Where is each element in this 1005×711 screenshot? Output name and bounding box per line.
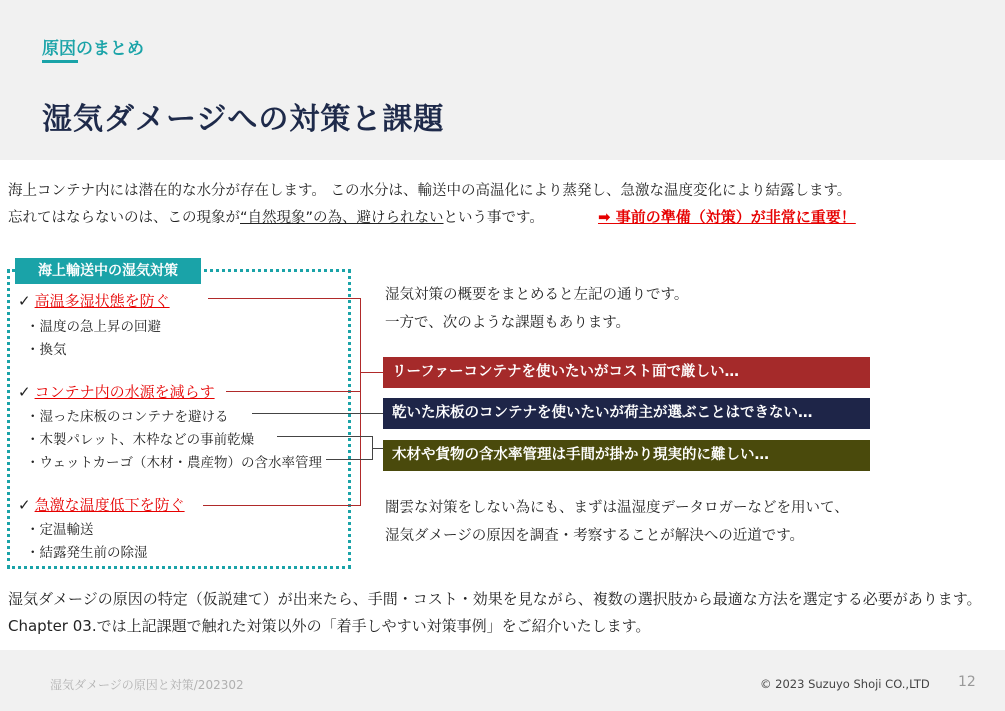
measure-heading-1: ✓ 高温多湿状態を防ぐ: [18, 292, 170, 310]
issue-bar-shipper: 乾いた床板のコンテナを使いたいが荷主が選ぶことはできない…: [383, 398, 870, 429]
measure-item: ・換気: [26, 342, 67, 358]
issue-bar-moisture: 木材や貨物の含水率管理は手間が掛かり現実的に難しい…: [383, 440, 870, 471]
footer-copyright: © 2023 Suzuyo Shoji CO.,LTD: [760, 677, 930, 691]
conclusion-text: 闇雲な対策をしない為にも、まずは温湿度データロガーなどを用いて、 湿気ダメージの原因を調査・考察することが解決への近道です。: [385, 500, 849, 544]
connector-line: [277, 436, 372, 437]
measure-item: ・湿った床板のコンテナを避ける: [26, 409, 229, 425]
intro-line-1: 海上コンテナ内には潜在的な水分が存在します。 この水分は、輸送中の高温化により蒸発し、急激な温度変化により結露します。: [8, 183, 852, 199]
measure-heading-3: ✓ 急激な温度低下を防ぐ: [18, 496, 185, 514]
emphasis-text: ➡ 事前の準備（対策）が非常に重要！: [598, 208, 856, 226]
check-icon: ✓: [18, 496, 31, 514]
connector-line: [252, 413, 383, 414]
measure-item: ・ウェットカーゴ（木材・農産物）の含水率管理: [26, 455, 323, 471]
connector-line: [326, 459, 372, 460]
measure-item: ・木製パレット、木枠などの事前乾燥: [26, 432, 255, 448]
bottom-text: 湿気ダメージの原因の特定（仮説建て）が出来たら、手間・コスト・効果を見ながら、複数の選択肢から最適な方法を選定する必要があります。 Chapter 03.では上記課題で触れた対策以外の「着手しやすい対策事例」をご紹介いたします。: [8, 590, 982, 635]
connector-line: [226, 391, 360, 392]
page-number: 12: [958, 674, 976, 690]
measure-item: ・結露発生前の除湿: [26, 545, 148, 561]
check-icon: ✓: [18, 292, 31, 310]
section-label: 原因のまとめ: [42, 39, 144, 59]
connector-bracket: [360, 298, 361, 506]
connector-line: [208, 298, 360, 299]
connector-line: [360, 372, 383, 373]
check-icon: ✓: [18, 383, 31, 401]
measures-box-label: 海上輸送中の湿気対策: [15, 258, 201, 284]
issue-bar-cost: リーファーコンテナを使いたいがコスト面で厳しい…: [383, 357, 870, 388]
measure-heading-2: ✓ コンテナ内の水源を減らす: [18, 383, 215, 401]
connector-line: [203, 505, 360, 506]
slide-title: 湿気ダメージへの対策と課題: [42, 102, 445, 137]
connector-line: [372, 448, 383, 449]
natural-phenomenon-text: “自然現象”の為、避けられない: [240, 210, 444, 226]
footer-doc-title: 湿気ダメージの原因と対策/202302: [50, 678, 244, 692]
summary-text: 湿気対策の概要をまとめると左記の通りです。 一方で、次のような課題もあります。: [385, 287, 689, 331]
measure-item: ・温度の急上昇の回避: [26, 319, 161, 335]
measure-item: ・定温輸送: [26, 522, 94, 538]
intro-line-2: 忘れてはならないのは、この現象が“自然現象”の為、避けられないという事です。: [8, 210, 544, 226]
section-underline: [42, 60, 78, 63]
